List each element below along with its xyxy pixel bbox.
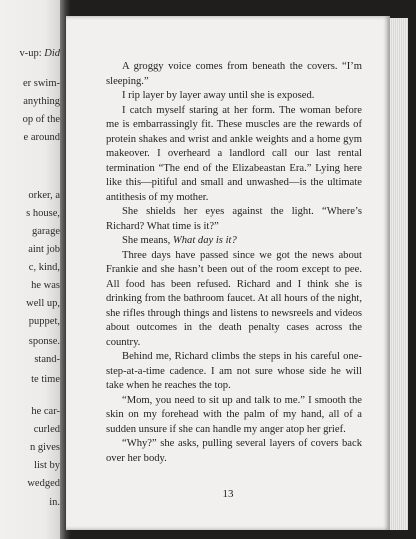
left-page-line: list by bbox=[34, 460, 60, 471]
paragraph: I rip layer by layer away until she is exposed. bbox=[122, 90, 315, 101]
left-page bbox=[0, 0, 64, 539]
left-page-line: wedged bbox=[27, 478, 60, 489]
paragraph: Behind me, Richard climbs the steps in his careful one-step-at-a-time cadence. I am not sure whose side he will take when he reaches the top. bbox=[106, 351, 362, 391]
left-page-line: in. bbox=[49, 497, 60, 508]
left-page-line: er swim- bbox=[22, 78, 60, 89]
right-page bbox=[66, 16, 390, 530]
body-text bbox=[106, 60, 362, 466]
left-page-line: puppet, bbox=[28, 316, 60, 327]
left-page-line: sponse. bbox=[28, 336, 60, 347]
paragraph: “Why?” she asks, pulling several layers of covers back over her body. bbox=[106, 438, 362, 464]
paragraph: A groggy voice comes from beneath the covers. “I’m sleeping.” bbox=[106, 61, 362, 87]
paragraph: “Mom, you need to sit up and talk to me.” I smooth the skin on my forehead with the palm of my hand, all of a sudden unsure if she can handle my anger atop her grief. bbox=[106, 394, 362, 435]
left-page-line: well up, bbox=[26, 298, 60, 309]
left-page-line: te time bbox=[31, 374, 60, 385]
left-page-line: curled bbox=[33, 424, 60, 435]
left-page-line: anything bbox=[23, 96, 60, 107]
left-page-line: v-up: Did bbox=[19, 48, 60, 59]
left-page-line: n gives bbox=[29, 442, 60, 453]
left-page-line: stand- bbox=[34, 354, 60, 365]
left-page-line: garage bbox=[32, 226, 60, 237]
left-page-line: he was bbox=[31, 280, 60, 291]
left-page-line: s house, bbox=[26, 208, 60, 219]
page-number: 13 bbox=[222, 488, 234, 500]
paragraph: I catch myself staring at her form. The woman before me is embarrassingly fit. These muscles are the rewards of protein shakes and wrist and ankle weights and a home gym makeover. I overheard a landlord call our last rental termination “The end of the Elizabeastan Era.” Lying here like this—pitiful and small and unwashed—is the ultimate antithesis of my mother. bbox=[106, 104, 362, 203]
left-page-line: op of the bbox=[22, 114, 60, 125]
paragraph: Three days have passed since we got the news about Frankie and she hasn’t been out of the room except to pee. All food has been refused. Richard and I think she is drinking from the bathroom faucet. At all hours of the night, she rifles through things and listens to newsreels and videos about outcomes in the death penalty cases across the country. bbox=[106, 249, 362, 348]
page-edges bbox=[390, 18, 408, 530]
paragraph: She shields her eyes against the light. “Where’s Richard? What time is it?” bbox=[106, 206, 362, 232]
left-page-line: he car- bbox=[31, 406, 60, 417]
left-page-line: e around bbox=[23, 132, 60, 143]
left-page-line: aint job bbox=[28, 244, 60, 255]
paragraph: She means, What day is it? bbox=[122, 235, 237, 246]
left-page-line: c, kind, bbox=[28, 262, 60, 273]
left-page-text bbox=[0, 0, 64, 539]
left-page-line: orker, a bbox=[28, 190, 60, 201]
